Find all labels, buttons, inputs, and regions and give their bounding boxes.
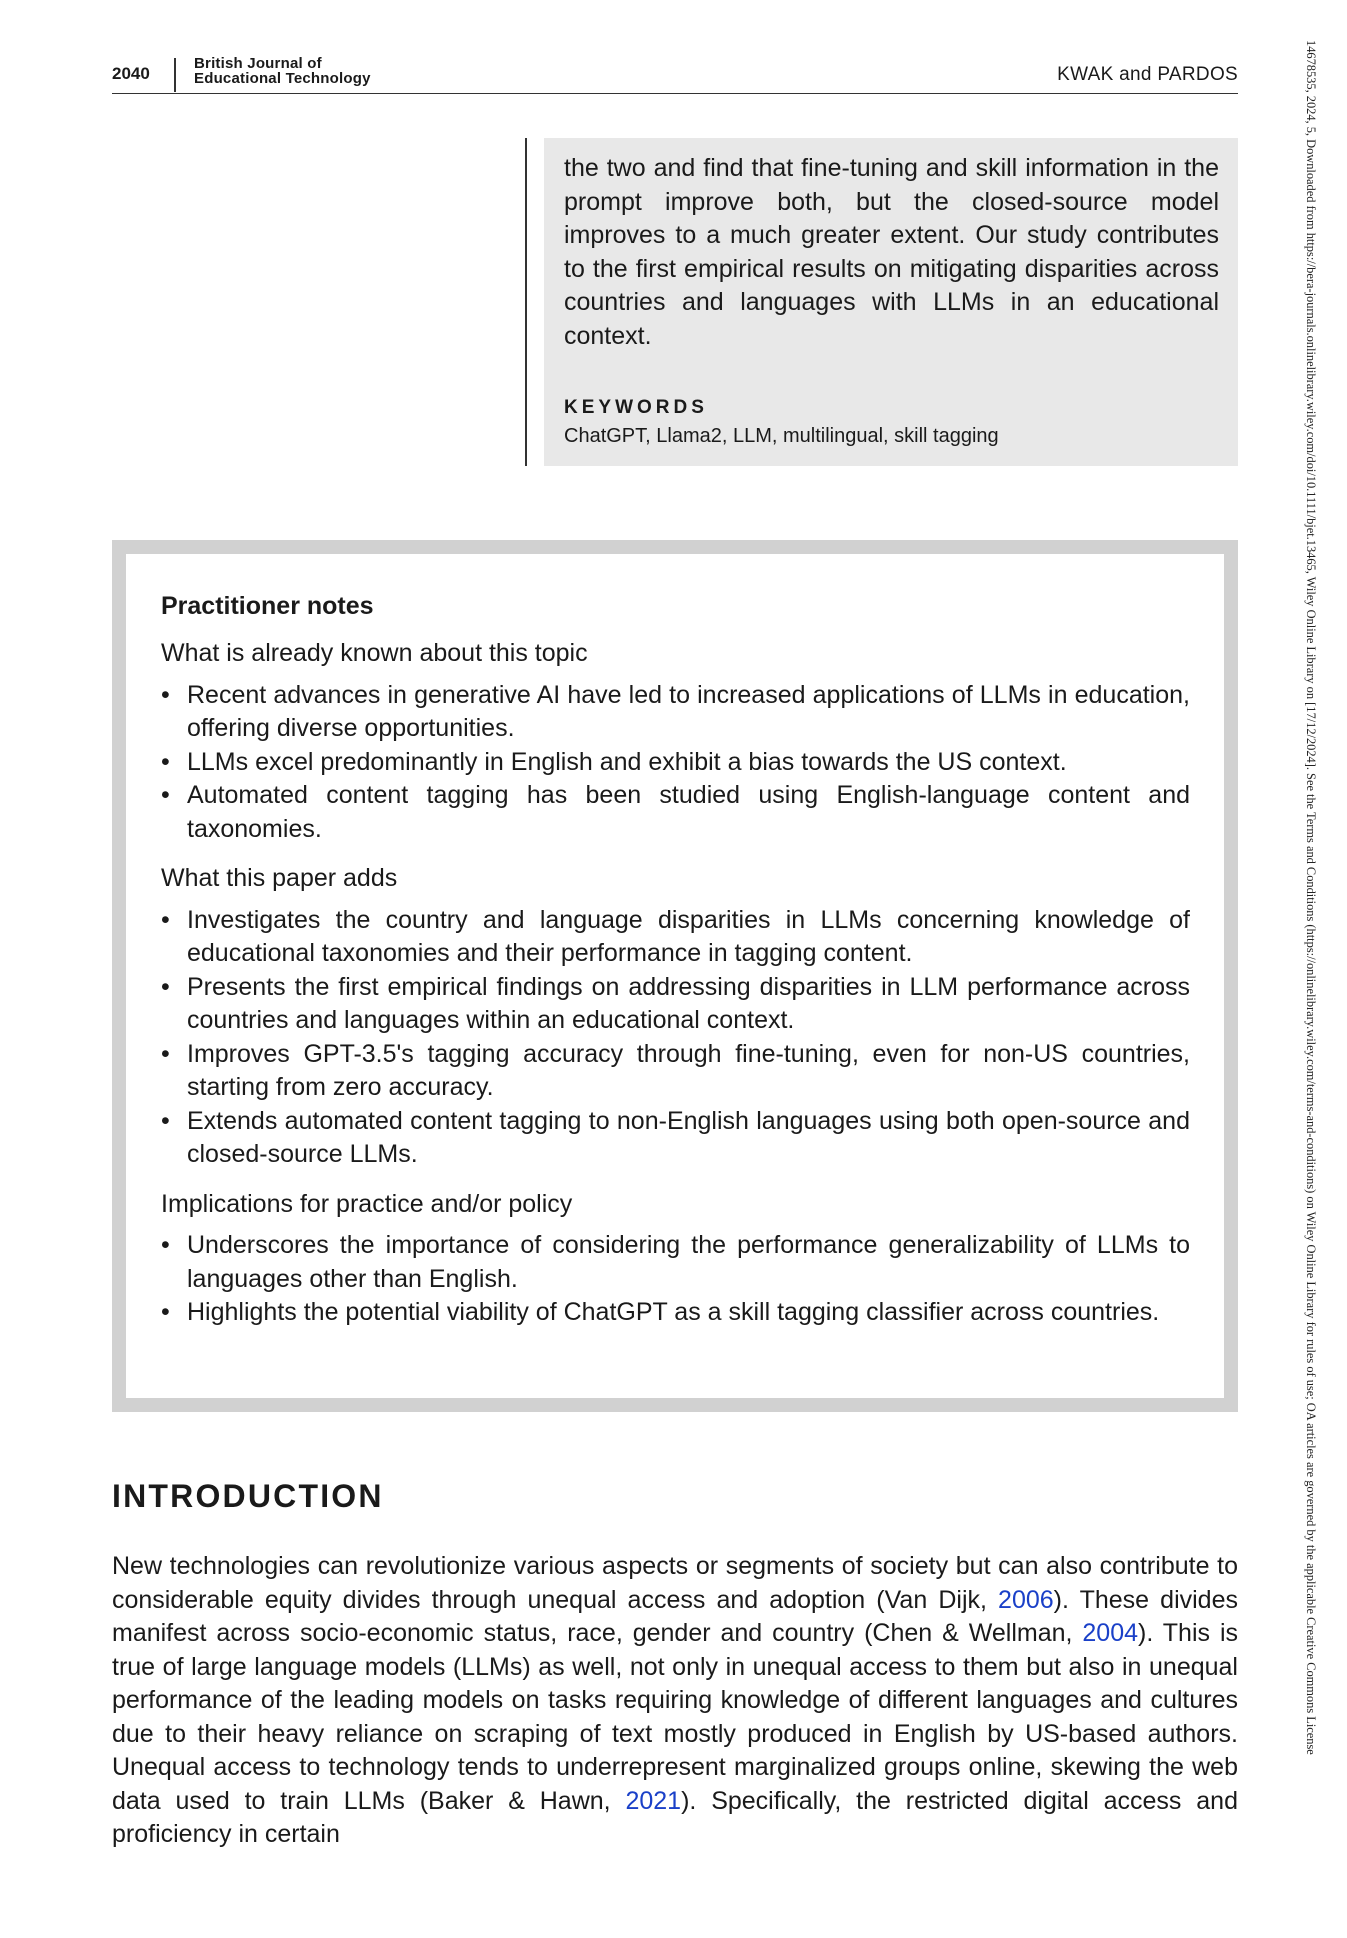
- abstract-box: [544, 138, 1238, 466]
- list-item: • Improves GPT-3.5's tagging accuracy through fine-tuning, even for non-US countries, starting from zero accuracy.: [161, 1038, 1190, 1105]
- page-number: 2040: [112, 64, 150, 83]
- list-item: • LLMs excel predominantly in English and exhibit a bias towards the US context.: [161, 746, 1190, 780]
- practitioner-notes-box: [112, 540, 1238, 1412]
- list-item: • Recent advances in generative AI have led to increased applications of LLMs in education, offering diverse opportunities.: [161, 679, 1190, 746]
- abstract-text: the two and find that fine-tuning and skill information in the prompt improve both, but the closed-source model improves to a much greater extent. Our study contributes to the first empirical results on mitigating disparities across countries and languages with LLMs in an educational context.: [564, 154, 1219, 350]
- citation-link-baker-hawn[interactable]: 2021: [625, 1786, 682, 1815]
- known-topic-heading: What is already known about this topic: [161, 639, 588, 667]
- journal-name-line-2: Educational Technology: [194, 70, 371, 87]
- list-item: • Highlights the potential viability of ChatGPT as a skill tagging classifier across countries.: [161, 1296, 1190, 1330]
- citation-link-van-dijk[interactable]: 2006: [998, 1585, 1054, 1614]
- list-item: • Extends automated content tagging to non-English languages using both open-source and closed-source LLMs.: [161, 1105, 1190, 1172]
- practitioner-notes-inner: [126, 554, 1224, 1398]
- citation-link-chen-wellman[interactable]: 2004: [1082, 1619, 1139, 1647]
- intro-text-segment: ). Specifically, the restricted digital access and proficiency in certain: [112, 1786, 1238, 1848]
- intro-text-segment: ). This is true of large language models (LLMs) as well, not only in unequal access to them but also in unequal performance of the leading models on tasks requiring knowledge of different languages and cultures due to their heavy reliance on scraping of text mostly produced in English by US-based authors. Unequal access to technology tends to underrepresent marginalized groups online, skewing the web data used to train LLMs (Baker & Hawn,: [112, 1619, 1238, 1815]
- known-topic-list: [161, 679, 1190, 847]
- implications-heading: Implications for practice and/or policy: [161, 1189, 573, 1218]
- paper-adds-list: [161, 904, 1190, 1172]
- list-item: • Underscores the importance of considering the performance generalizability of LLMs to languages other than English.: [161, 1229, 1190, 1296]
- running-head-authors: KWAK and PARDOS: [1057, 64, 1238, 85]
- paper-adds-heading: What this paper adds: [161, 864, 398, 892]
- intro-text-segment: ). These divides manifest across socio-economic status, race, gender and country (Chen & Wellman,: [112, 1585, 1238, 1647]
- header-divider: [174, 58, 176, 92]
- abstract-rule: [525, 138, 527, 466]
- page-header: [112, 54, 1238, 94]
- intro-text-segment: New technologies can revolutionize various aspects or segments of society but can also contribute to considerable equity divides through unequal access and adoption (Van Dijk,: [112, 1552, 1238, 1614]
- introduction-paragraph: [112, 1550, 1238, 1852]
- practitioner-notes-title: Practitioner notes: [161, 592, 374, 620]
- journal-name: [194, 56, 371, 86]
- list-item: • Investigates the country and language disparities in LLMs concerning knowledge of educational taxonomies and their performance in tagging content.: [161, 904, 1190, 971]
- download-license-note: 14678535, 2024, 5, Downloaded from https://bera-journals.onlinelibrary.wiley.com/doi/10.1111/bjet.13465, Wiley Online Library on [17/12/2024]. See the Terms and Conditions (https://onlinelibrary.wiley.com/terms-and-conditions) on Wiley Online Library for rules of use; OA articles are governed by the applicable Creative Commons License: [1304, 40, 1318, 1755]
- journal-name-line-1: British Journal of: [194, 55, 322, 72]
- implications-list: [161, 1229, 1190, 1330]
- keywords-list: ChatGPT, Llama2, LLM, multilingual, skill tagging: [564, 425, 999, 447]
- list-item: • Presents the first empirical findings on addressing disparities in LLM performance across countries and languages within an educational context.: [161, 971, 1190, 1038]
- list-item: • Automated content tagging has been studied using English-language content and taxonomies.: [161, 779, 1190, 846]
- introduction-heading: INTRODUCTION: [112, 1478, 384, 1514]
- keywords-heading: KEYWORDS: [564, 397, 708, 418]
